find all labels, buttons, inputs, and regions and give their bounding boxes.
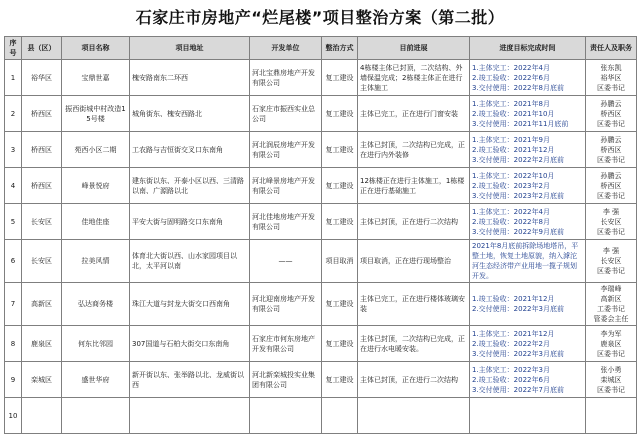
owner-line: 孙鹏云 <box>600 135 622 144</box>
header-progress: 目前进展 <box>358 37 470 60</box>
cell-owner <box>586 240 637 283</box>
cell-owner <box>586 283 637 326</box>
schedule-line: 1.竣工验收：2021年12月 <box>472 295 555 303</box>
cell-owner <box>586 326 637 362</box>
schedule-line: 3.交付使用：2022年7月底前 <box>472 385 564 394</box>
cell-owner <box>586 96 637 132</box>
header-district: 县（区） <box>22 37 62 60</box>
cell-schedule <box>470 326 586 362</box>
schedule-line: 1.主体完工：2022年4月 <box>472 207 550 216</box>
schedule-line: 2.竣工验收：2022年6月 <box>472 375 550 384</box>
owner-line: 栾城区 <box>600 375 622 384</box>
cell-method: 复工建设 <box>322 204 358 240</box>
owner-line: 李 强 <box>602 247 620 255</box>
schedule-line: 2.竣工验收：2023年2月 <box>472 181 550 190</box>
table-row <box>5 96 637 132</box>
cell-owner <box>586 168 637 204</box>
cell-no: 5 <box>5 204 22 240</box>
cell-owner <box>586 362 637 398</box>
cell-developer: 石家庄市振西实业总公司 <box>250 96 322 132</box>
cell-progress: 12栋楼正在进行主体施工，1栋楼正在进行基础施工 <box>358 168 470 204</box>
schedule-line: 1.主体完工：2022年10月 <box>472 171 555 180</box>
header-address: 项目地址 <box>130 37 250 60</box>
cell-method <box>322 398 358 434</box>
cell-schedule <box>470 132 586 168</box>
owner-line: 工委书记 <box>597 305 625 313</box>
cell-progress <box>358 398 470 434</box>
cell-project-name: 峰景悦府 <box>62 168 130 204</box>
schedule-line: 2.交付使用：2022年3月底前 <box>472 305 564 313</box>
table-row <box>5 398 637 434</box>
cell-developer: 石家庄市何东房地产开发有限公司 <box>250 326 322 362</box>
cell-schedule <box>470 283 586 326</box>
schedule-line: 3.交付使用：2021年11月底前 <box>472 119 569 128</box>
cell-district: 裕华区 <box>22 60 62 96</box>
schedule-line: 2.竣工验收：2021年10月 <box>472 109 555 118</box>
owner-line: 张东凯 <box>600 63 622 72</box>
header-method: 整治方式 <box>322 37 358 60</box>
cell-progress: 主体已封顶，二次结构已完成，正在进行内外装修 <box>358 132 470 168</box>
cell-method: 复工建设 <box>322 132 358 168</box>
cell-schedule <box>470 96 586 132</box>
page-title: 石家庄市房地产“烂尾楼”项目整治方案（第二批） <box>135 8 505 27</box>
cell-address: 体育北大街以西、山水家园项目以北，太平河以南 <box>130 240 250 283</box>
project-table <box>4 36 637 434</box>
cell-no: 9 <box>5 362 22 398</box>
cell-developer: 河北迎南房地产开发有限公司 <box>250 283 322 326</box>
owner-line: 李 强 <box>602 207 620 216</box>
owner-line: 区委书记 <box>597 227 625 236</box>
cell-progress: 主体已封顶，二次结构已完成，正在进行水电暖安装。 <box>358 326 470 362</box>
header-project-name: 项目名称 <box>62 37 130 60</box>
schedule-line: 1.主体完工：2021年8月 <box>472 99 550 108</box>
cell-project-name: 宝鼎世嘉 <box>62 60 130 96</box>
cell-project-name: 振西街城中村改造15号楼 <box>62 96 130 132</box>
cell-no: 7 <box>5 283 22 326</box>
cell-schedule <box>470 362 586 398</box>
cell-progress: 主体已封顶，正在进行二次结构 <box>358 362 470 398</box>
cell-no: 8 <box>5 326 22 362</box>
cell-district: 鹿泉区 <box>22 326 62 362</box>
cell-no: 1 <box>5 60 22 96</box>
schedule-line: 3.交付使用：2022年9月底前 <box>472 227 564 236</box>
cell-no: 2 <box>5 96 22 132</box>
cell-project-name: 苑西小区二期 <box>62 132 130 168</box>
cell-district: 长安区 <box>22 240 62 283</box>
schedule-line: 1.主体完工：2022年4月 <box>472 63 550 72</box>
cell-method: 复工建设 <box>322 362 358 398</box>
cell-developer <box>250 398 322 434</box>
cell-district: 高新区 <box>22 283 62 326</box>
owner-line: 区委书记 <box>597 191 625 200</box>
cell-project-name <box>62 398 130 434</box>
owner-line: 孙鹏云 <box>600 171 622 180</box>
cell-owner <box>586 204 637 240</box>
owner-line: 孙鹏云 <box>600 99 622 108</box>
table-row <box>5 362 637 398</box>
cell-method: 项目取消 <box>322 240 358 283</box>
cell-project-name: 何东比邻园 <box>62 326 130 362</box>
schedule-line: 2.竣工验收：2022年2月 <box>472 339 550 348</box>
table-body <box>5 60 637 434</box>
owner-line: 鹿泉区 <box>600 339 622 348</box>
owner-line: 张小勇 <box>600 365 622 374</box>
cell-progress: 4栋楼主体已封顶，二次结构、外墙保温完成；2栋楼主体正在进行主体施工 <box>358 60 470 96</box>
cell-project-name: 拉美风情 <box>62 240 130 283</box>
table-row <box>5 204 637 240</box>
cell-owner <box>586 398 637 434</box>
cell-address: 新开街以东、张举路以北、龙威街以西 <box>130 362 250 398</box>
cell-no: 10 <box>5 398 22 434</box>
cell-district: 栾城区 <box>22 362 62 398</box>
cell-no: 4 <box>5 168 22 204</box>
schedule-line: 2021年8月底前拆除场地塔吊，平整土地，恢复土地原貌，纳入滹沱河生态经济带产业用地一揽子规划开发。 <box>472 242 579 280</box>
owner-line: 桥西区 <box>600 145 622 154</box>
cell-method: 复工建设 <box>322 168 358 204</box>
cell-method: 复工建设 <box>322 326 358 362</box>
table-row <box>5 283 637 326</box>
cell-progress: 主体已完工，正在进行楼体玻璃安装 <box>358 283 470 326</box>
cell-schedule <box>470 204 586 240</box>
cell-address: 307国道与石柏大街交口东南角 <box>130 326 250 362</box>
cell-project-name: 佳地佳座 <box>62 204 130 240</box>
cell-project-name: 弘达商务楼 <box>62 283 130 326</box>
cell-developer: 河北峰景房地产开发有限公司 <box>250 168 322 204</box>
cell-schedule <box>470 60 586 96</box>
cell-district: 长安区 <box>22 204 62 240</box>
header-developer: 开发单位 <box>250 37 322 60</box>
schedule-line: 1.主体完工：2021年9月 <box>472 135 550 144</box>
cell-district: 桥西区 <box>22 96 62 132</box>
cell-schedule <box>470 398 586 434</box>
schedule-line: 3.交付使用：2022年2月底前 <box>472 155 564 164</box>
cell-schedule <box>470 240 586 283</box>
cell-district: 桥西区 <box>22 168 62 204</box>
schedule-line: 3.交付使用：2022年8月底前 <box>472 83 564 92</box>
table-row <box>5 132 637 168</box>
owner-line: 区委书记 <box>597 385 625 394</box>
table-row <box>5 240 637 283</box>
owner-line: 高新区 <box>600 295 622 303</box>
owner-line: 桥西区 <box>600 181 622 190</box>
cell-district <box>22 398 62 434</box>
cell-method: 复工建设 <box>322 283 358 326</box>
cell-address: 平安大街与固明路交口东南角 <box>130 204 250 240</box>
cell-district: 桥西区 <box>22 132 62 168</box>
owner-line: 桥西区 <box>600 109 622 118</box>
cell-progress: 主体已完工，正在进行门窗安装 <box>358 96 470 132</box>
schedule-line: 3.交付使用：2023年2月底前 <box>472 191 564 200</box>
owner-line: 管委会主任 <box>593 315 629 323</box>
schedule-line: 1.主体完工：2021年12月 <box>472 329 555 338</box>
cell-schedule <box>470 168 586 204</box>
cell-developer: 河北润辰房地产开发有限公司 <box>250 132 322 168</box>
table-row <box>5 326 637 362</box>
cell-project-name: 盛世华府 <box>62 362 130 398</box>
cell-address <box>130 398 250 434</box>
cell-developer: 河北佳地房地产开发有限公司 <box>250 204 322 240</box>
cell-method: 复工建设 <box>322 60 358 96</box>
owner-line: 长安区 <box>600 217 622 226</box>
header-no: 序号 <box>5 37 22 60</box>
cell-no: 6 <box>5 240 22 283</box>
owner-line: 裕华区 <box>600 73 622 82</box>
schedule-line: 3.交付使用：2022年3月底前 <box>472 349 564 358</box>
owner-line: 区委书记 <box>597 83 625 92</box>
cell-address: 建东街以东、开泰小区以西、三清路以南、广源路以北 <box>130 168 250 204</box>
schedule-line: 2.竣工验收：2022年6月 <box>472 73 550 82</box>
table-header-row <box>5 37 637 60</box>
cell-method: 复工建设 <box>322 96 358 132</box>
cell-address: 槐安路南东二环西 <box>130 60 250 96</box>
header-schedule: 进度目标完成时间 <box>470 37 586 60</box>
cell-developer: —— <box>250 240 322 283</box>
cell-progress: 项目取消，正在进行现场整治 <box>358 240 470 283</box>
schedule-line: 2.竣工验收：2021年12月 <box>472 145 555 154</box>
table-row <box>5 168 637 204</box>
schedule-line: 2.竣工验收：2022年8月 <box>472 217 550 226</box>
table-row <box>5 60 637 96</box>
owner-line: 长安区 <box>600 257 622 265</box>
cell-developer: 河北新栾城投实业集团有限公司 <box>250 362 322 398</box>
owner-line: 区委书记 <box>597 267 625 275</box>
cell-progress: 主体已封顶，正在进行二次结构 <box>358 204 470 240</box>
cell-address: 工农路与吉恒街交叉口东南角 <box>130 132 250 168</box>
cell-developer: 河北宝鼎房地产开发有限公司 <box>250 60 322 96</box>
cell-owner <box>586 132 637 168</box>
owner-line: 区委书记 <box>597 349 625 358</box>
header-owner: 责任人及职务 <box>586 37 637 60</box>
owner-line: 李瑞峰 <box>600 285 622 293</box>
cell-address: 城角街东、槐安西路北 <box>130 96 250 132</box>
cell-no: 3 <box>5 132 22 168</box>
owner-line: 李为军 <box>600 329 622 338</box>
cell-address: 珠江大道与封龙大街交口西南角 <box>130 283 250 326</box>
owner-line: 区委书记 <box>597 119 625 128</box>
schedule-line: 1.主体完工：2022年3月 <box>472 365 550 374</box>
cell-owner <box>586 60 637 96</box>
owner-line: 区委书记 <box>597 155 625 164</box>
